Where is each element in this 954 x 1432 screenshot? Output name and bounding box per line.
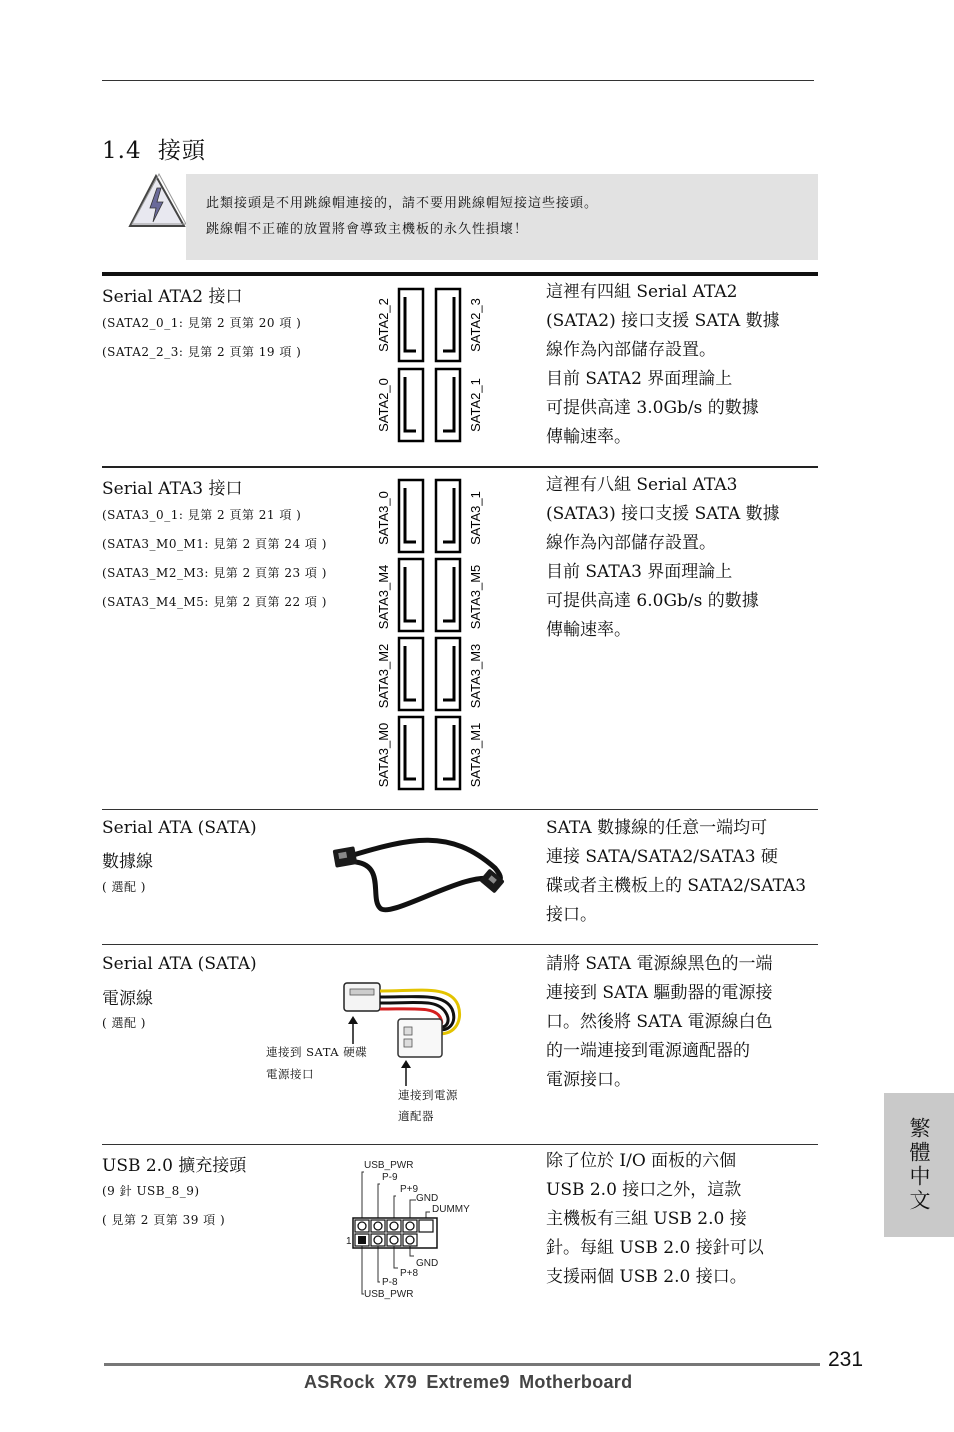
pin-pp-9: P+9 bbox=[400, 1184, 419, 1195]
sata3-left-connector-3 bbox=[399, 717, 423, 789]
sata-cable-title-2: 數據線 bbox=[102, 852, 153, 872]
sata3-left-connector-0 bbox=[399, 480, 423, 552]
sata2-label-l-bot: SATA2_0 bbox=[376, 378, 391, 432]
sata3-right-connector-3 bbox=[436, 717, 460, 789]
sata2-0-connector bbox=[399, 369, 423, 441]
usb-description bbox=[546, 1147, 764, 1292]
sata2-ref-1: (SATA2_0_1: 見第 2 頁第 20 項 ) bbox=[102, 316, 302, 330]
arrow-up-icon bbox=[346, 1016, 360, 1044]
desc-line: 目前 SATA3 界面理論上 bbox=[546, 562, 733, 582]
desc-line: 傳輸速率。 bbox=[546, 620, 631, 640]
sata3-label-left-2: SATA3_M2 bbox=[376, 643, 391, 709]
sata3-title: Serial ATA3 接口 bbox=[102, 479, 243, 499]
arrow-up-icon bbox=[399, 1060, 413, 1086]
sata2-title: Serial ATA2 接口 bbox=[102, 287, 243, 307]
sata3-connector-diagram bbox=[370, 478, 490, 794]
desc-line: 線作為內部儲存設置。 bbox=[546, 533, 716, 553]
sata3-right-connector-1 bbox=[436, 559, 460, 631]
sata-power-note: ( 選配 ) bbox=[102, 1016, 146, 1030]
sata3-description bbox=[546, 471, 780, 645]
desc-line: 口。然後將 SATA 電源線白色 bbox=[546, 1012, 773, 1032]
sata3-ref-3: (SATA3_M2_M3: 見第 2 頁第 23 項 ) bbox=[102, 566, 327, 580]
usb-ref-1: (9 針 USB_8_9) bbox=[102, 1184, 200, 1198]
sata3-label-right-3: SATA3_M1 bbox=[468, 722, 483, 788]
sata2-label-r-bot: SATA2_1 bbox=[468, 378, 483, 432]
sata-cable-image bbox=[330, 828, 520, 928]
desc-line: (SATA3) 接口支援 SATA 數據 bbox=[546, 504, 780, 524]
language-tab-label: 繁體中文 bbox=[907, 1117, 931, 1213]
sata-cable-description bbox=[546, 814, 806, 930]
pin-1: 1 bbox=[346, 1236, 352, 1247]
desc-line: SATA 數據線的任意一端均可 bbox=[546, 818, 768, 838]
desc-line: 可提供高達 6.0Gb/s 的數據 bbox=[546, 591, 759, 611]
footer-title: ASRock X79 Extreme9 Motherboard bbox=[304, 1372, 633, 1392]
sata3-ref-1: (SATA3_0_1: 見第 2 頁第 21 項 ) bbox=[102, 508, 302, 522]
desc-line: 碟或者主機板上的 SATA2/SATA3 bbox=[546, 876, 807, 896]
desc-line: 請將 SATA 電源線黑色的一端 bbox=[546, 954, 773, 974]
desc-line: 這裡有八組 Serial ATA3 bbox=[546, 475, 738, 495]
desc-line: 除了位於 I/O 面板的六個 bbox=[546, 1151, 737, 1171]
sata-power-description bbox=[546, 950, 773, 1095]
sata3-label-right-1: SATA3_M5 bbox=[468, 564, 483, 630]
callout-psu-1: 連接到電源 bbox=[398, 1088, 458, 1102]
sata3-label-left-0: SATA3_0 bbox=[376, 491, 391, 545]
pin-dummy: DUMMY bbox=[432, 1204, 470, 1215]
sata3-label-left-3: SATA3_M0 bbox=[376, 722, 391, 788]
sata2-connector-diagram bbox=[370, 285, 490, 445]
usb-ref-2: ( 見第 2 頁第 39 項 ) bbox=[102, 1213, 226, 1227]
desc-line: 傳輸速率。 bbox=[546, 427, 631, 447]
pin-usb-pwr-top: USB_PWR bbox=[364, 1160, 414, 1171]
table-top-rule bbox=[102, 272, 818, 276]
sata3-left-connector-2 bbox=[399, 638, 423, 710]
sata2-ref-2: (SATA2_2_3: 見第 2 頁第 19 項 ) bbox=[102, 345, 302, 359]
pin-gnd-top: GND bbox=[416, 1193, 439, 1204]
sata2-1-connector bbox=[436, 369, 460, 441]
warning-line-1: 此類接頭是不用跳線帽連接的，請不要用跳線帽短接這些接頭。 bbox=[206, 196, 599, 211]
desc-line: 線作為內部儲存設置。 bbox=[546, 340, 716, 360]
sata3-right-connector-2 bbox=[436, 638, 460, 710]
pin-p-9: P-9 bbox=[382, 1172, 398, 1183]
desc-line: 連接 SATA/SATA2/SATA3 硬 bbox=[546, 847, 778, 867]
sata-cable-title-1: Serial ATA (SATA) bbox=[102, 818, 257, 838]
callout-psu-2: 適配器 bbox=[398, 1109, 434, 1123]
sata3-label-left-1: SATA3_M4 bbox=[376, 564, 391, 630]
pin-pp-8: P+8 bbox=[400, 1268, 419, 1279]
sata3-label-right-0: SATA3_1 bbox=[468, 491, 483, 545]
top-rule bbox=[102, 80, 814, 81]
warning-triangle-lightning-icon bbox=[126, 172, 188, 230]
desc-line: 的一端連接到電源適配器的 bbox=[546, 1041, 750, 1061]
desc-line: 接口。 bbox=[546, 905, 597, 925]
section-name: 接頭 bbox=[157, 138, 206, 164]
pin-gnd-bot: GND bbox=[416, 1258, 439, 1269]
desc-line: 針。每組 USB 2.0 接針可以 bbox=[546, 1238, 764, 1258]
pin-usb-pwr-bot: USB_PWR bbox=[364, 1289, 414, 1300]
section-number: 1.4 bbox=[102, 138, 142, 164]
page-number: 231 bbox=[828, 1348, 864, 1371]
sata3-left-connector-1 bbox=[399, 559, 423, 631]
sata3-right-connector-0 bbox=[436, 480, 460, 552]
row-divider bbox=[102, 1144, 818, 1145]
sata2-label-l-top: SATA2_2 bbox=[376, 298, 391, 352]
desc-line: 連接到 SATA 驅動器的電源接 bbox=[546, 983, 773, 1003]
sata-power-title-2: 電源線 bbox=[102, 989, 153, 1009]
sata2-description bbox=[546, 278, 780, 452]
row-divider bbox=[102, 944, 818, 945]
sata3-ref-2: (SATA3_M0_M1: 見第 2 頁第 24 項 ) bbox=[102, 537, 327, 551]
desc-line: 支援兩個 USB 2.0 接口。 bbox=[546, 1267, 747, 1287]
desc-line: 目前 SATA2 界面理論上 bbox=[546, 369, 733, 389]
desc-line: 主機板有三組 USB 2.0 接 bbox=[546, 1209, 747, 1229]
section-title bbox=[102, 132, 206, 165]
callout-sata-hdd-2: 電源接口 bbox=[266, 1067, 314, 1081]
usb-title: USB 2.0 擴充接頭 bbox=[102, 1156, 247, 1176]
usb-header-pin-diagram bbox=[344, 1156, 480, 1302]
desc-line: 電源接口。 bbox=[546, 1070, 631, 1090]
desc-line: USB 2.0 接口之外，這款 bbox=[546, 1180, 742, 1200]
callout-sata-hdd-1: 連接到 SATA 硬碟 bbox=[266, 1045, 368, 1059]
desc-line: (SATA2) 接口支援 SATA 數據 bbox=[546, 311, 780, 331]
sata2-2-connector bbox=[399, 289, 423, 361]
sata3-ref-4: (SATA3_M4_M5: 見第 2 頁第 22 項 ) bbox=[102, 595, 327, 609]
warning-line-2: 跳線帽不正確的放置將會導致主機板的永久性損壞！ bbox=[206, 222, 529, 237]
sata2-label-r-top: SATA2_3 bbox=[468, 298, 483, 352]
desc-line: 可提供高達 3.0Gb/s 的數據 bbox=[546, 398, 759, 418]
row-divider bbox=[102, 809, 818, 810]
sata-cable-note: ( 選配 ) bbox=[102, 880, 146, 894]
row-divider bbox=[102, 466, 818, 468]
language-side-tab bbox=[884, 1093, 954, 1237]
sata-power-title-1: Serial ATA (SATA) bbox=[102, 954, 257, 974]
sata2-3-connector bbox=[436, 289, 460, 361]
footer-rule bbox=[104, 1363, 820, 1366]
warning-box bbox=[186, 174, 818, 260]
sata3-label-right-2: SATA3_M3 bbox=[468, 643, 483, 709]
desc-line: 這裡有四組 Serial ATA2 bbox=[546, 282, 738, 302]
pin-p-8: P-8 bbox=[382, 1277, 398, 1288]
